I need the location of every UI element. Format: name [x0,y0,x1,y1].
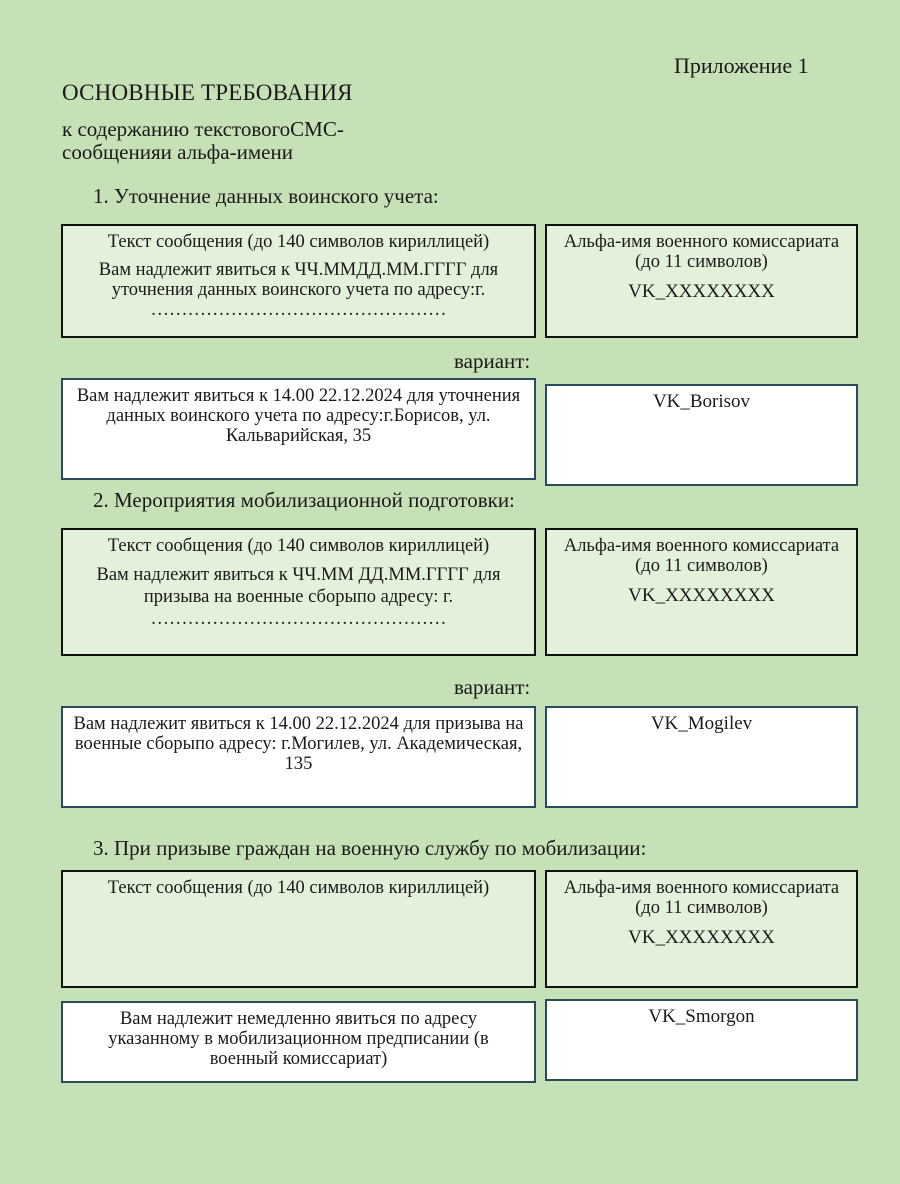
appendix-label: Приложение 1 [674,53,809,78]
message-example-text: Вам надлежит явиться к 14.00 22.12.2024 для уточнения данных воинского учета по адресу:г.Борисов, ул. Кальварийская, 35 [76,386,521,446]
section-2-message-template [61,528,536,656]
message-example-text: Вам надлежит явиться к 14.00 22.12.2024 для призыва на военные сборыпо адресу: г.Могилев, ул. Академическая, 135 [73,714,524,774]
alpha-template-value: VK_XXXXXXXX [628,281,775,302]
document-title: ОСНОВНЫЕ ТРЕБОВАНИЯ [62,80,353,105]
section-2-heading: 2. Мероприятия мобилизационной подготовки: [93,488,515,512]
section-1-alpha-example [545,384,858,486]
alpha-caption: Альфа-имя военного комиссариата (до 11 символов) [563,232,840,272]
section-1-variant-label: вариант: [454,349,531,373]
message-caption: Текст сообщения (до 140 символов кириллицей) [107,536,490,556]
section-2-variant-label: вариант: [454,675,531,699]
section-1-message-template [61,224,536,338]
section-1-alpha-template [545,224,858,338]
alpha-example-value: VK_Smorgon [648,1006,755,1027]
alpha-template-value: VK_XXXXXXXX [628,927,775,948]
section-3-message-example [61,1001,536,1083]
alpha-template-value: VK_XXXXXXXX [628,585,775,606]
section-3-heading: 3. При призыве граждан на военную службу по мобилизации: [93,836,647,860]
section-3-alpha-example [545,999,858,1081]
section-3-message-template [61,870,536,988]
message-template-text: Вам надлежит явиться к ЧЧ.ММДД.ММ.ГГГГ для уточнения данных воинского учета по адресу:г. ………………………………………… [98,260,499,320]
section-2-message-example [61,706,536,808]
alpha-example-value: VK_Mogilev [650,713,753,734]
section-2-alpha-template [545,528,858,656]
section-1-message-example [61,378,536,480]
section-1-heading: 1. Уточнение данных воинского учета: [93,184,439,208]
message-example-text: Вам надлежит немедленно явиться по адресу указанному в мобилизационном предписании (в военный комиссариат) [108,1009,489,1069]
message-caption: Текст сообщения (до 140 символов кириллицей) [107,878,490,898]
message-template-text: Вам надлежит явиться к ЧЧ.ММ ДД.ММ.ГГГГ для призыва на военные сборыпо адресу: г. ………………………………………… [96,565,501,629]
document-subtitle: к содержанию текстовогоСМС-сообщенияи альфа-имени [62,117,344,164]
message-caption: Текст сообщения (до 140 символов кириллицей) [107,232,490,252]
alpha-caption: Альфа-имя военного комиссариата (до 11 символов) [563,878,840,918]
section-3-alpha-template [545,870,858,988]
alpha-caption: Альфа-имя военного комиссариата (до 11 символов) [563,536,840,576]
alpha-example-value: VK_Borisov [652,391,751,412]
section-2-alpha-example [545,706,858,808]
